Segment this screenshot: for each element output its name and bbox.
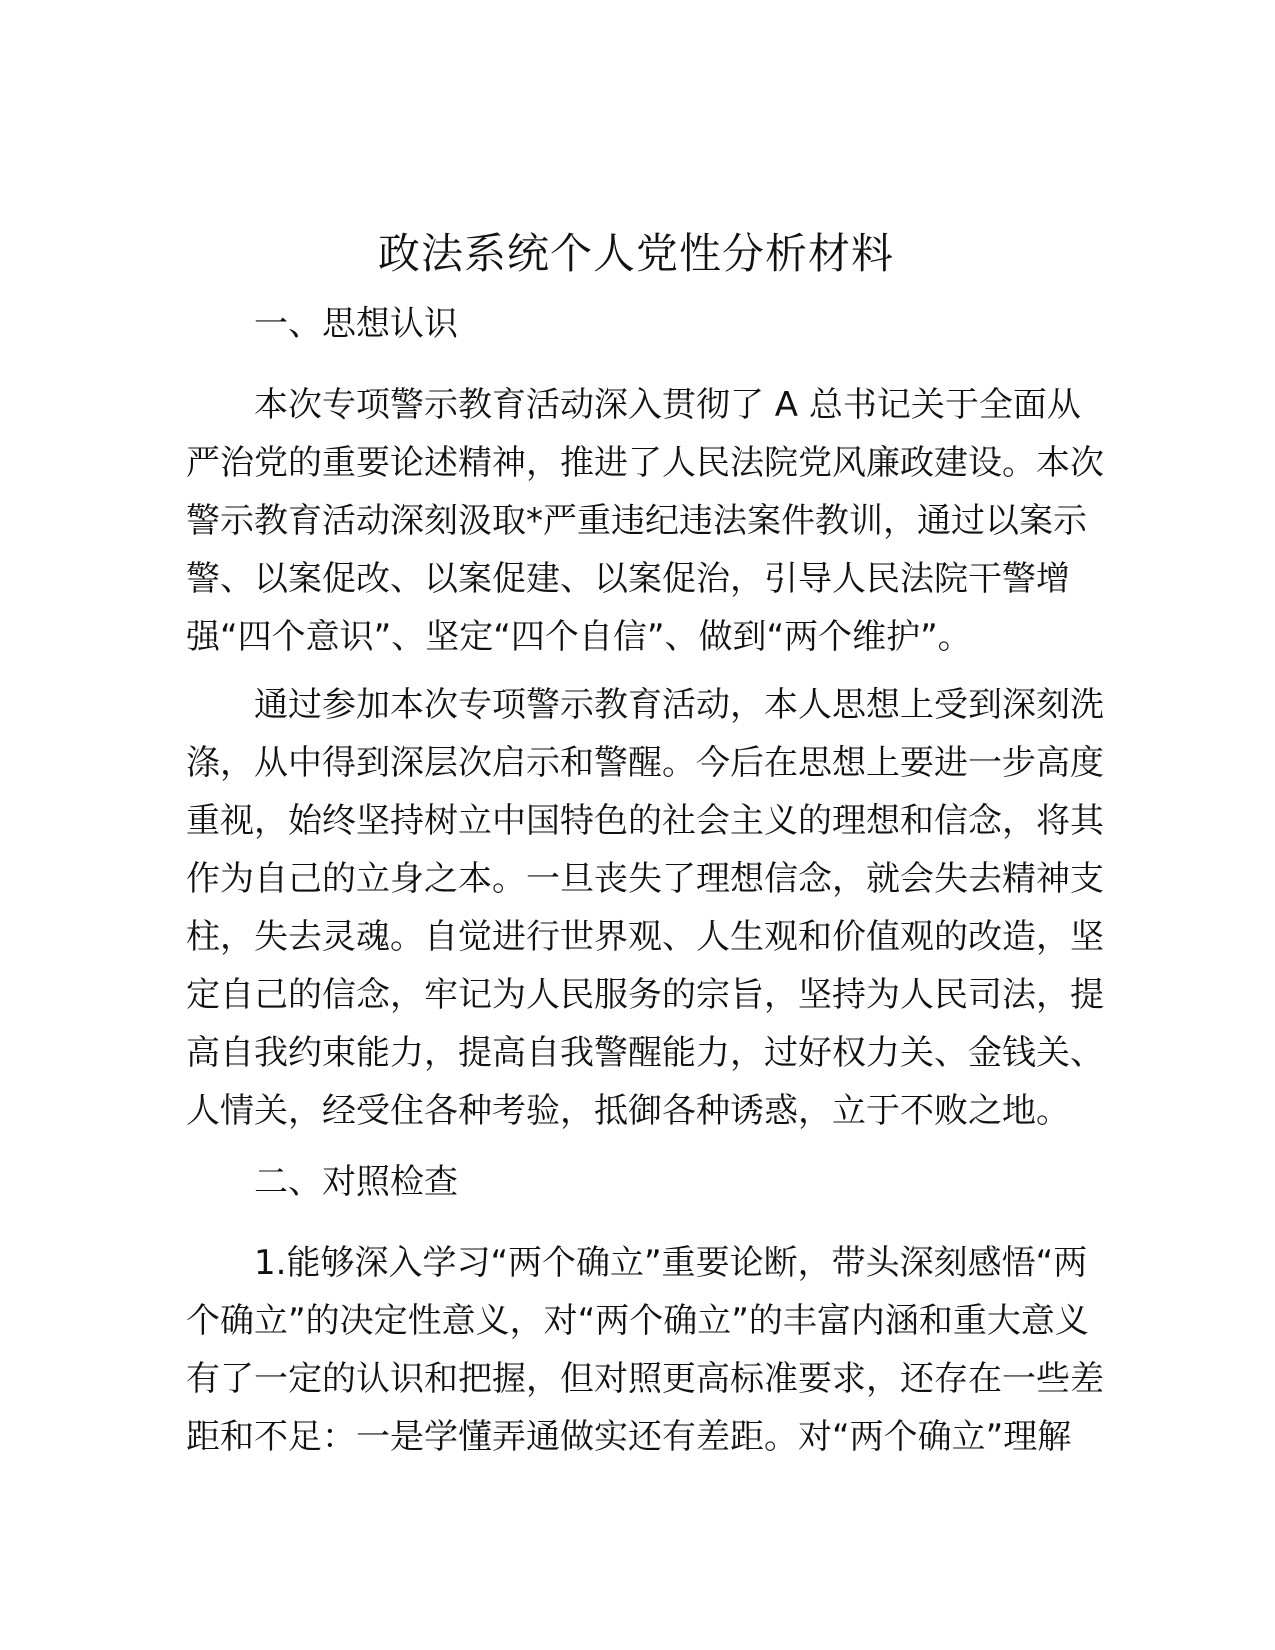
text-line: 距和不足：一是学懂弄通做实还有差距。对“两个确立”理解 [186,1417,1072,1457]
text-line: 重视，始终坚持树立中国特色的社会主义的理想和信念，将其 [186,801,1104,841]
paragraph-personal-reflection [186,676,1104,1140]
paragraph-item-1 [186,1234,1104,1466]
text-line: 人情关，经受住各种考验，抵御各种诱惑，立于不败之地。 [186,1091,1070,1131]
text-line: 柱，失去灵魂。自觉进行世界观、人生观和价值观的改造，坚 [186,917,1104,957]
text-line: 有了一定的认识和把握，但对照更高标准要求，还存在一些差 [186,1359,1104,1399]
section-heading-review: 二、对照检查 [254,1162,458,1202]
text-line: 警、以案促改、以案促建、以案促治，引导人民法院干警增 [186,559,1070,599]
text-line: 定自己的信念，牢记为人民服务的宗旨，坚持为人民司法，提 [186,975,1104,1015]
text-line: 严治党的重要论述精神，推进了人民法院党风廉政建设。本次 [186,443,1104,483]
text-line: 涤，从中得到深层次启示和警醒。今后在思想上要进一步高度 [186,743,1104,783]
text-line: 个确立”的决定性意义，对“两个确立”的丰富内涵和重大意义 [186,1301,1089,1341]
text-line: 强“四个意识”、坚定“四个自信”、做到“两个维护”。 [186,617,972,657]
text-line: 1.能够深入学习“两个确立”重要论断，带头深刻感悟“两 [254,1243,1088,1283]
section-heading-thinking: 一、思想认识 [254,304,458,344]
paragraph-activity-summary [186,376,1104,666]
text-line: 本次专项警示教育活动深入贯彻了 A 总书记关于全面从 [254,385,1081,425]
text-line: 高自我约束能力，提高自我警醒能力，过好权力关、金钱关、 [186,1033,1104,1073]
text-line: 通过参加本次专项警示教育活动，本人思想上受到深刻洗 [254,685,1104,725]
text-line: 警示教育活动深刻汲取*严重违纪违法案件教训，通过以案示 [186,501,1087,541]
document-body [186,222,1104,1466]
document-title: 政法系统个人党性分析材料 [377,229,894,278]
text-line: 作为自己的立身之本。一旦丧失了理想信念，就会失去精神支 [186,859,1104,899]
